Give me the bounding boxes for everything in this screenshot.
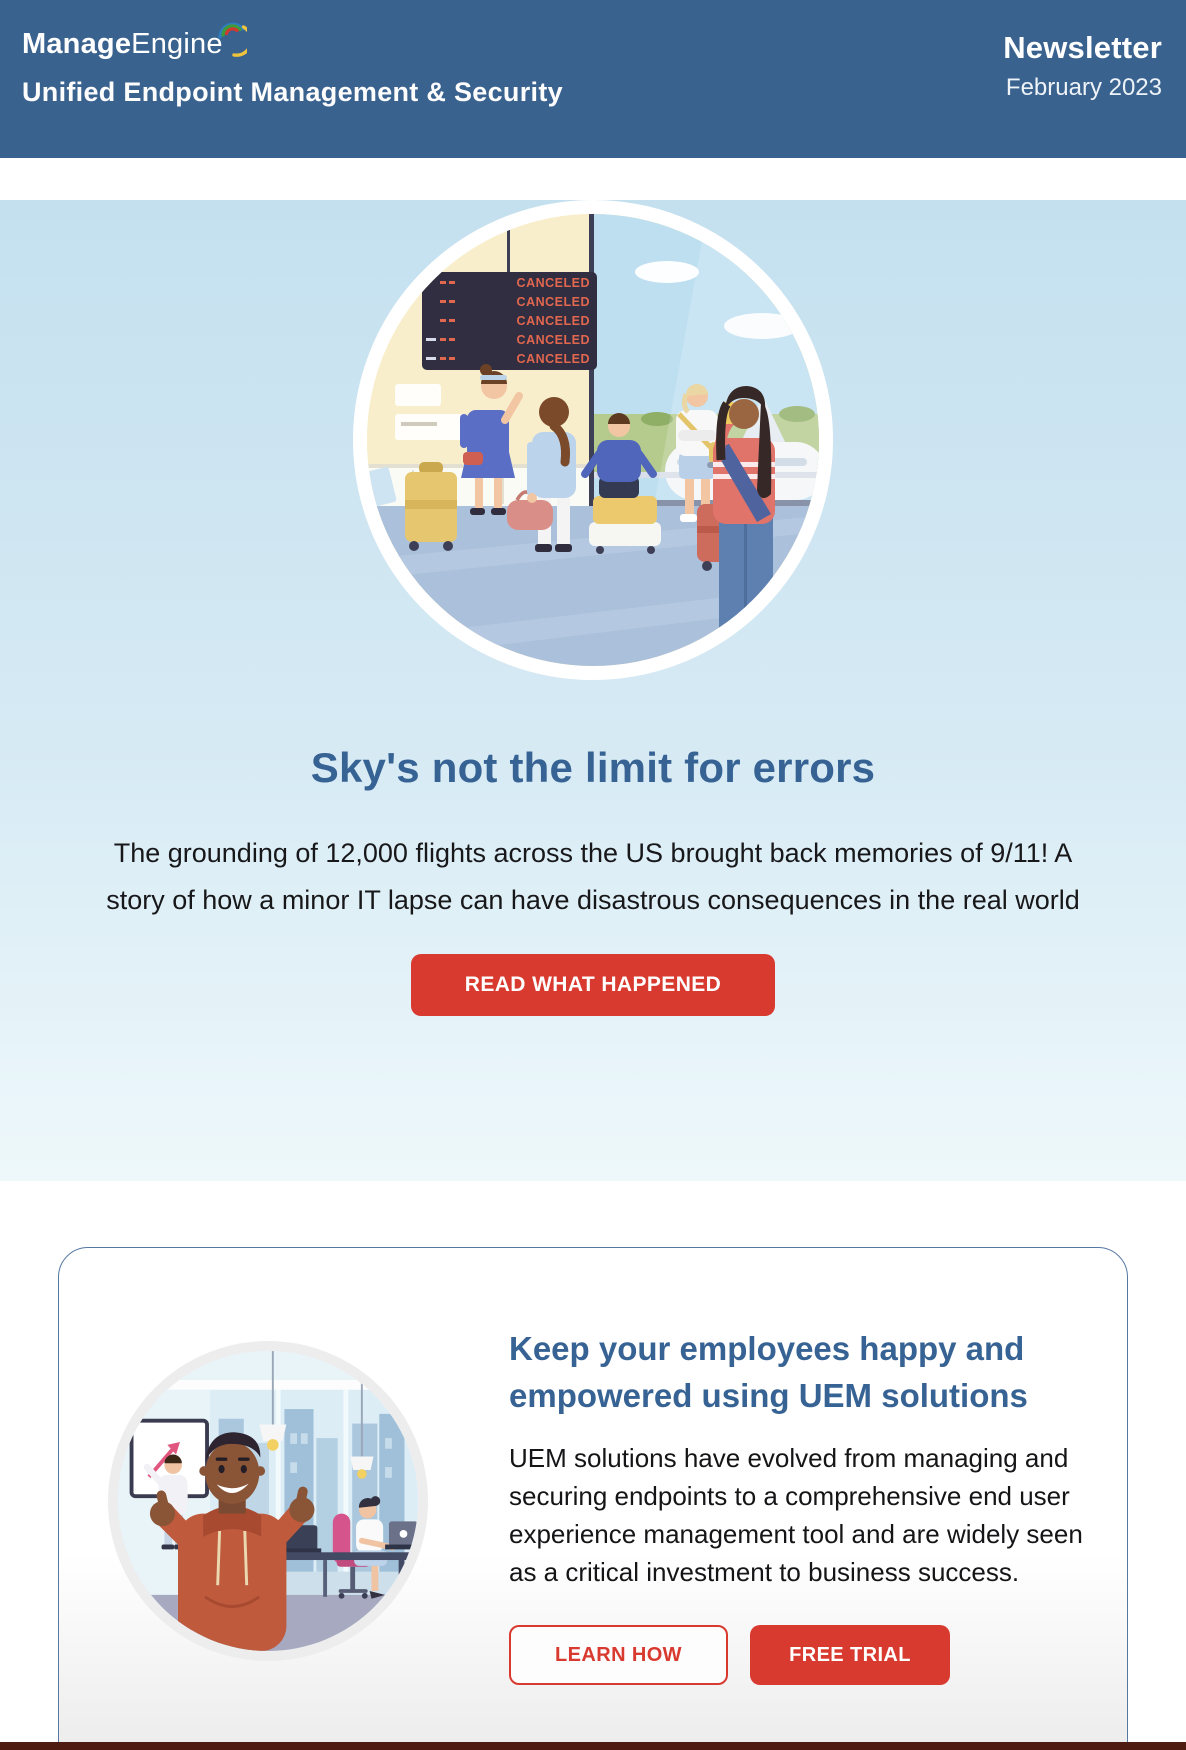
board-row-canceled: CANCELED	[516, 314, 590, 328]
board-row-canceled: CANCELED	[516, 333, 590, 347]
header-right	[1003, 30, 1162, 102]
logo-text-bold: Manage	[22, 28, 132, 60]
header-left	[22, 30, 563, 108]
hero-title: Sky's not the limit for errors	[310, 744, 876, 791]
read-what-happened-button[interactable]: READ WHAT HAPPENED	[411, 954, 775, 1016]
uem-card-title: Keep your employees happy and empowered using UEM solutions	[509, 1330, 1028, 1414]
learn-how-button[interactable]: LEARN HOW	[509, 1625, 728, 1685]
header-subtitle: Unified Endpoint Management & Security	[22, 77, 563, 107]
board-row-canceled: CANCELED	[516, 352, 590, 366]
uem-card-body: UEM solutions have evolved from managing and securing endpoints to a comprehensive end user experience management tool and are widely seen as a critical investment to business success.	[509, 1443, 1083, 1587]
airport-scene	[367, 214, 819, 666]
traveler-phone	[713, 386, 775, 666]
manageengine-logo	[22, 30, 563, 60]
logo-text-light: Engine	[131, 28, 223, 60]
content-section	[0, 1181, 1186, 1750]
uem-card	[58, 1247, 1128, 1750]
office-scene	[118, 1351, 418, 1651]
newsletter-header	[0, 0, 1186, 158]
next-section-edge	[0, 1742, 1186, 1750]
hero-section	[0, 200, 1186, 1181]
newsletter-label: Newsletter	[1003, 30, 1162, 65]
yellow-suitcase	[405, 462, 457, 551]
airport-illustration	[353, 200, 833, 680]
manageengine-swoosh-icon	[217, 20, 247, 60]
ceiling-beam	[147, 1380, 389, 1390]
uem-card-text	[509, 1325, 1109, 1750]
board-row-canceled: CANCELED	[516, 295, 590, 309]
hero-body: The grounding of 12,000 flights across the US brought back memories of 9/11! A story of how a minor IT lapse can have disastrous consequences in the real world	[106, 838, 1080, 915]
office-illustration	[108, 1341, 428, 1661]
issue-date: February 2023	[1005, 74, 1162, 101]
free-trial-button[interactable]: FREE TRIAL	[750, 1625, 950, 1685]
board-row-canceled: CANCELED	[516, 276, 590, 290]
uem-card-buttons	[509, 1625, 1109, 1685]
